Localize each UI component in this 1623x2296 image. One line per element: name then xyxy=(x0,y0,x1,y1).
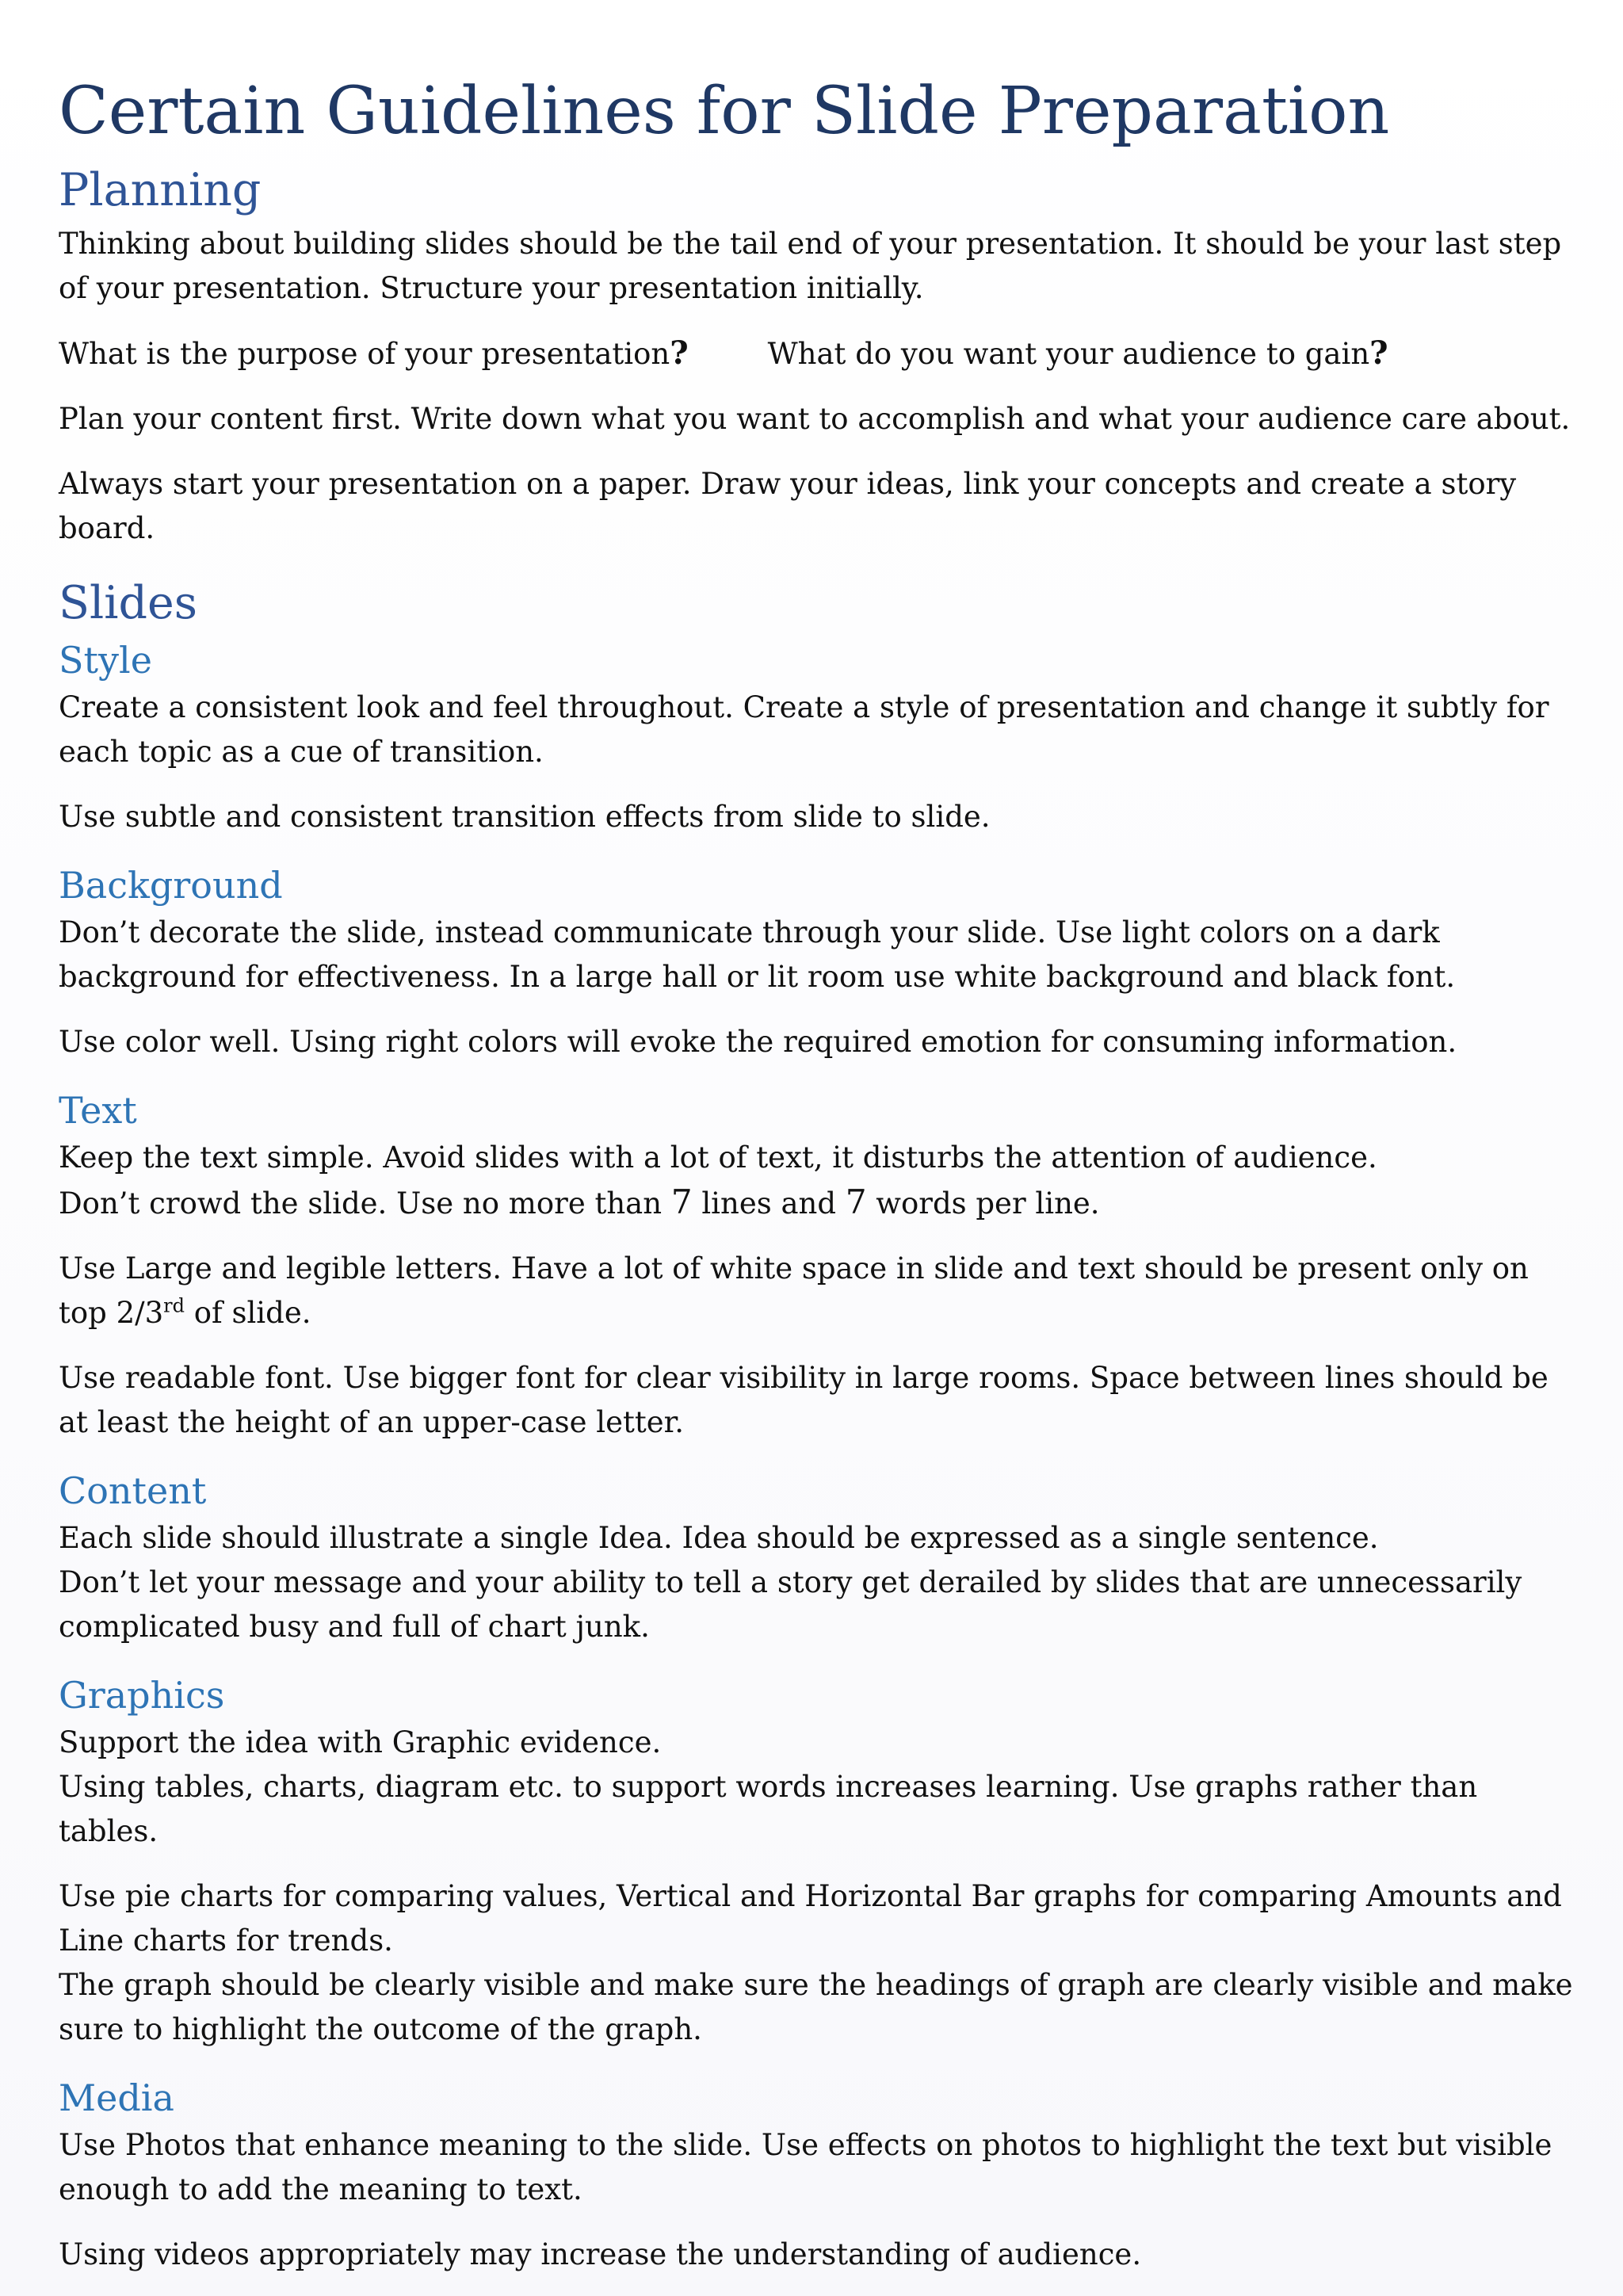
text-paragraph-2-part-a: Don’t crowd the slide. Use no more than xyxy=(59,1186,671,1221)
question-purpose: What is the purpose of your presentation xyxy=(59,337,670,371)
background-paragraph-1: Don’t decorate the slide, instead communicate through your slide. Use light colors on a dark background for effectiveness. In a large hall or lit room use white background and black font. xyxy=(59,915,1456,994)
question-mark-2: ? xyxy=(1369,334,1388,372)
planning-paragraph-1: Thinking about building slides should be the tail end of your presentation. It should be your last step of your presentation. Structure your presentation initially. xyxy=(59,227,1562,305)
text-paragraph-3 xyxy=(59,1247,1579,1335)
planning-heading: Planning xyxy=(59,164,262,216)
planning-paragraph-2: Plan your content first. Write down what you want to accomplish and what your audience care about. xyxy=(59,402,1571,436)
style-heading: Style xyxy=(59,639,152,682)
graphics-paragraph-4: The graph should be clearly visible and make sure the headings of graph are clearly visible and make sure to highlight the outcome of the graph. xyxy=(59,1968,1573,2046)
content-paragraph-2: Don’t let your message and your ability to tell a story get derailed by slides that are unnecessarily complicated busy and full of chart junk. xyxy=(59,1565,1522,1644)
background-heading: Background xyxy=(59,864,283,907)
planning-questions xyxy=(59,331,1579,376)
text-paragraph-2-part-c: words per line. xyxy=(866,1186,1100,1221)
planning-section xyxy=(59,159,1579,551)
graphics-paragraph-3: Use pie charts for comparing values, Vertical and Horizontal Bar graphs for comparing Amounts and Line charts for trends. xyxy=(59,1879,1562,1958)
content-heading: Content xyxy=(59,1469,207,1512)
text-paragraph-3-part-a: Use Large and legible letters. Have a lot of white space in slide and text should be present only on top 2/3 xyxy=(59,1251,1529,1330)
planning-paragraph-3: Always start your presentation on a paper. Draw your ideas, link your concepts and create a story board. xyxy=(59,467,1517,545)
text-paragraph-3-part-b: of slide. xyxy=(184,1296,311,1330)
question-audience-gain: What do you want your audience to gain xyxy=(767,337,1370,371)
slides-section xyxy=(59,571,1579,2277)
question-mark-1: ? xyxy=(670,334,689,372)
background-paragraph-2: Use color well. Using right colors will evoke the required emotion for consuming information. xyxy=(59,1025,1457,1059)
media-paragraph-1: Use Photos that enhance meaning to the slide. Use effects on photos to highlight the text but visible enough to add the meaning to text. xyxy=(59,2128,1552,2206)
text-paragraph-1: Keep the text simple. Avoid slides with a lot of text, it disturbs the attention of audience. xyxy=(59,1140,1377,1175)
text-heading: Text xyxy=(59,1089,137,1132)
text-paragraph-2 xyxy=(59,1180,1579,1226)
graphics-paragraph-2: Using tables, charts, diagram etc. to support words increases learning. Use graphs rather than tables. xyxy=(59,1770,1478,1848)
slides-heading: Slides xyxy=(59,577,197,629)
style-paragraph-1: Create a consistent look and feel throughout. Create a style of presentation and change it subtly for each topic as a cue of transition. xyxy=(59,690,1549,769)
graphics-heading: Graphics xyxy=(59,1674,225,1717)
media-heading: Media xyxy=(59,2076,174,2119)
text-paragraph-2-part-b: lines and xyxy=(692,1186,846,1221)
lines-limit-number: 7 xyxy=(670,1182,693,1221)
media-paragraph-2: Using videos appropriately may increase the understanding of audience. xyxy=(59,2237,1142,2271)
words-limit-number: 7 xyxy=(845,1182,867,1221)
page-title: Certain Guidelines for Slide Preparation xyxy=(59,74,1390,149)
content-paragraph-1: Each slide should illustrate a single Idea. Idea should be expressed as a single sentence. xyxy=(59,1521,1379,1555)
ordinal-superscript: rd xyxy=(163,1294,185,1317)
graphics-paragraph-1: Support the idea with Graphic evidence. xyxy=(59,1725,662,1759)
style-paragraph-2: Use subtle and consistent transition effects from slide to slide. xyxy=(59,800,991,834)
text-paragraph-4: Use readable font. Use bigger font for clear visibility in large rooms. Space between lines should be at least the height of an upper-case letter. xyxy=(59,1361,1549,1439)
